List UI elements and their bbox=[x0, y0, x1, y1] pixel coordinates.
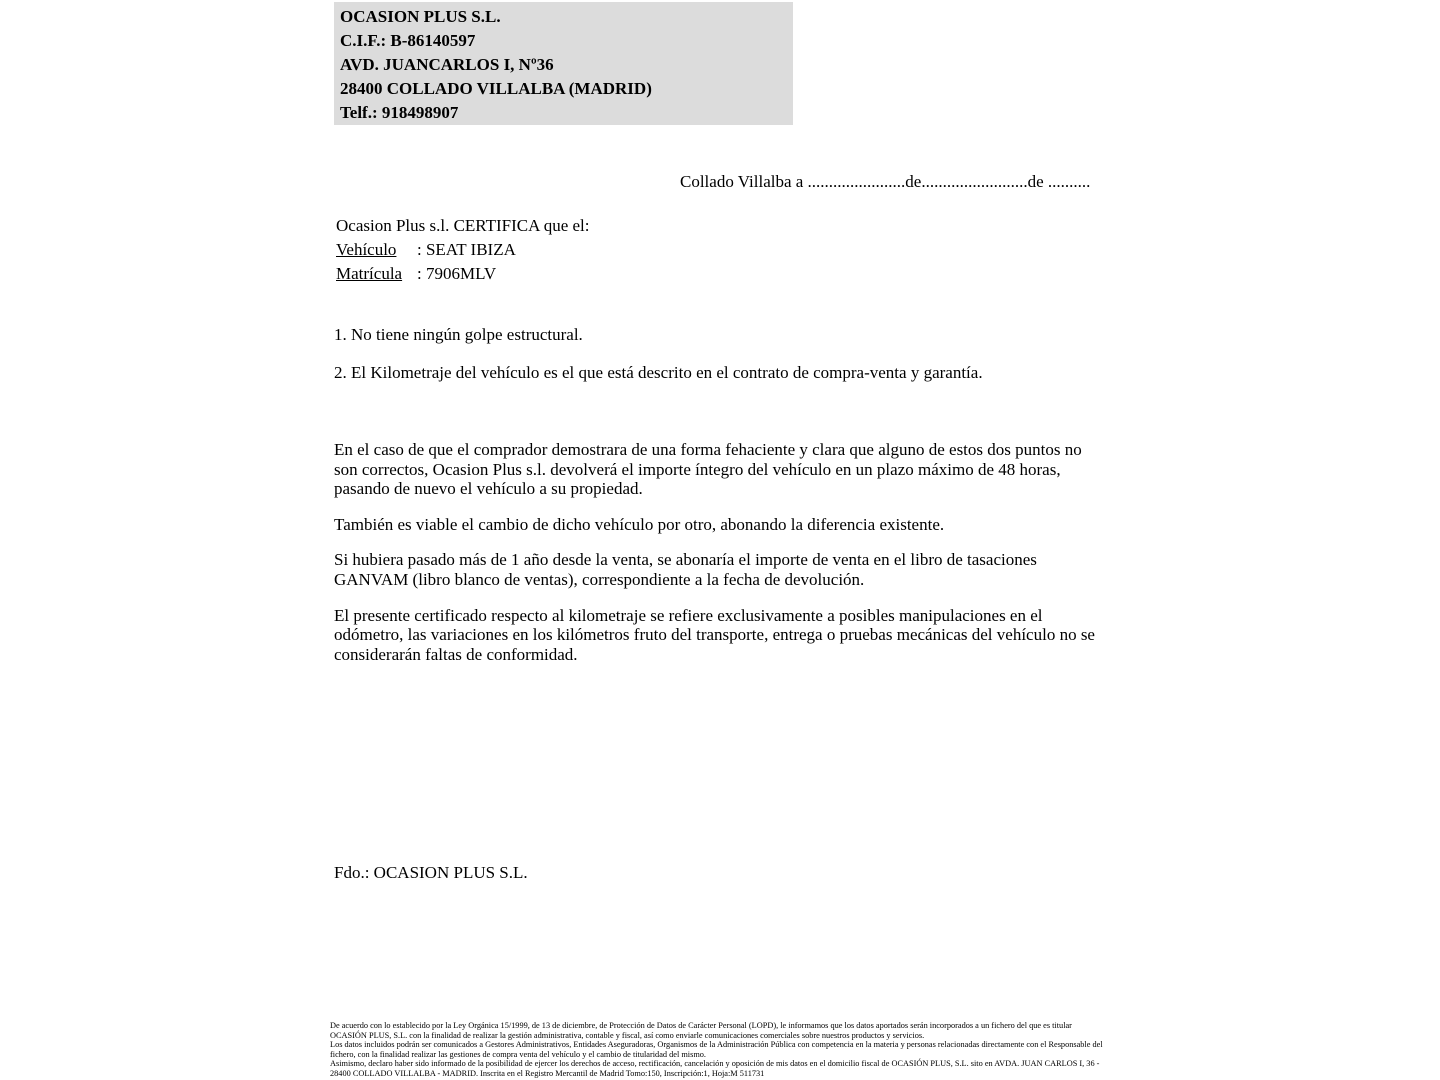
certification-block bbox=[336, 214, 590, 286]
footer-rights-paragraph: Asimismo, declaro haber sido informado de la posibilidad de ejercer los derechos de acceso, rectificación, cancelación y oposición de mis datos en el domicilio fiscal de OCASIÓN PLUS, S.L. sito en AVDA. JUAN CARLOS I, 36 - 28400 COLLADO VILLALBA - MADRID. Inscrita en el Registro Mercantil de Madrid Tomo:150, Inscripción:1, Hoja:M 511731 bbox=[330, 1059, 1100, 1078]
footer-lopd-paragraph: De acuerdo con lo establecido por la Ley Orgánica 15/1999, de 13 de diciembre, de Protección de Datos de Carácter Personal (LOPD), le informamos que los datos aportados serán incorporados a un fichero del que es titular OCASIÓN PLUS, S.L. con la finalidad de realizar la gestión administrativa, contable y fiscal, así como enviarle comunicaciones comerciales sobre nuestros productos y servicios. bbox=[330, 1021, 1072, 1040]
plate-label: Matrícula bbox=[336, 264, 403, 283]
company-address: AVD. JUANCARLOS I, Nº36 bbox=[340, 55, 554, 74]
point-1: 1. No tiene ningún golpe estructural. bbox=[334, 325, 583, 344]
letterhead-box bbox=[334, 2, 793, 125]
legal-footer bbox=[330, 1021, 1106, 1078]
paragraph-exchange: También es viable el cambio de dicho vehículo por otro, abonando la diferencia existente. bbox=[334, 514, 945, 534]
company-cif: C.I.F.: B-86140597 bbox=[340, 31, 476, 50]
vehicle-label: Vehículo bbox=[336, 240, 397, 259]
date-line: Collado Villalba a .......................de.........................de .......... bbox=[680, 172, 1091, 191]
footer-data-sharing-paragraph: Los datos incluidos podrán ser comunicados a Gestores Administrativos, Entidades Aseguradoras, Organismos de la Administración Pública con competencia en la materia y personas relacionadas directamente con el Responsable del fichero, con la finalidad realizar las gestiones de compra venta del vehículo y el cambio de titularidad del mismo. bbox=[330, 1040, 1103, 1059]
paragraph-ganvam: Si hubiera pasado más de 1 año desde la venta, se abonaría el importe de venta en el libro de tasaciones GANVAM (libro blanco de ventas), correspondiente a la fecha de devolución. bbox=[334, 550, 1037, 589]
company-phone: Telf.: 918498907 bbox=[340, 103, 459, 122]
signature-line: Fdo.: OCASION PLUS S.L. bbox=[334, 863, 528, 882]
body-paragraphs bbox=[334, 440, 1096, 680]
company-city: 28400 COLLADO VILLALBA (MADRID) bbox=[340, 79, 652, 98]
paragraph-odometer: El presente certificado respecto al kilometraje se refiere exclusivamente a posibles manipulaciones en el odómetro, las variaciones en los kilómetros fruto del transporte, entrega o pruebas mecánicas del vehículo no se considerarán faltas de conformidad. bbox=[334, 605, 1095, 664]
vehicle-field bbox=[336, 238, 590, 262]
certified-points bbox=[334, 325, 1104, 401]
paragraph-refund: En el caso de que el comprador demostrara de una forma fehaciente y clara que alguno de estos dos puntos no son correctos, Ocasion Plus s.l. devolverá el importe íntegro del vehículo en un plazo máximo de 48 horas, pasando de nuevo el vehículo a su propiedad. bbox=[334, 440, 1082, 499]
vehicle-value: : SEAT IBIZA bbox=[417, 240, 516, 259]
plate-value: : 7906MLV bbox=[417, 264, 497, 283]
plate-field bbox=[336, 262, 590, 286]
point-2: 2. El Kilometraje del vehículo es el que está descrito en el contrato de compra-venta y garantía. bbox=[334, 363, 983, 382]
company-name: OCASION PLUS S.L. bbox=[340, 7, 501, 26]
certify-intro: Ocasion Plus s.l. CERTIFICA que el: bbox=[336, 216, 590, 235]
